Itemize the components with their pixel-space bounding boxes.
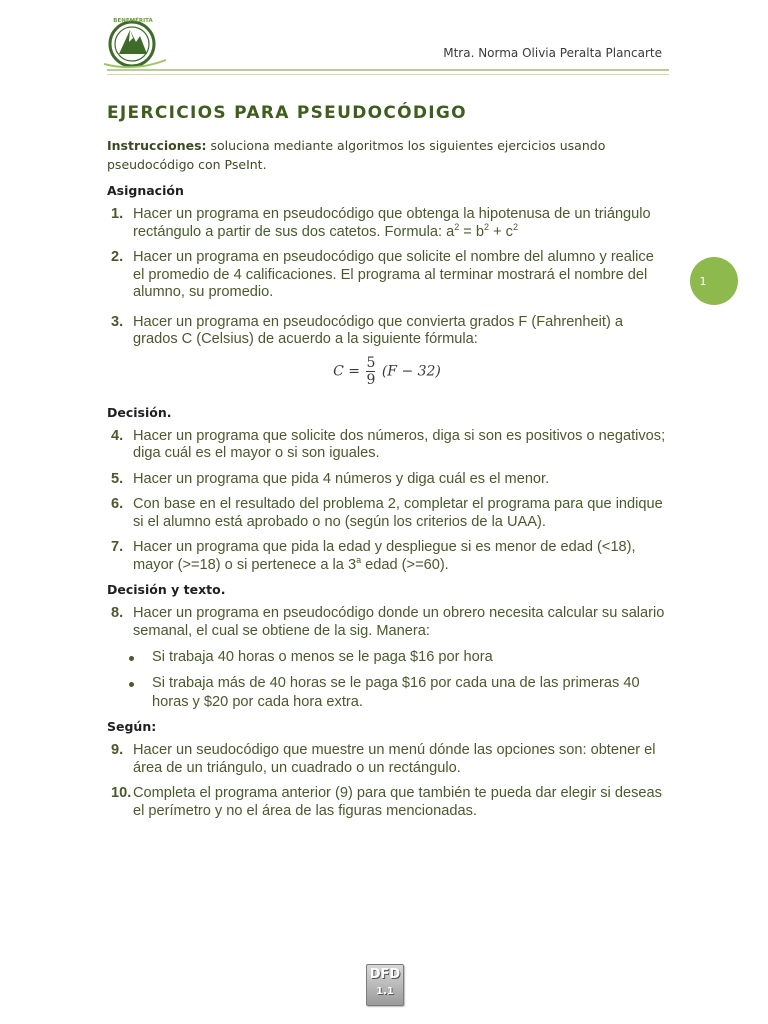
document-body bbox=[107, 103, 667, 828]
exercise-text: Hacer un programa en pseudocódigo que solicite el nombre del alumno y realice el promedio de 4 calificaciones. El programa al terminar mostrará el nombre del alumno, su promedio. bbox=[133, 249, 654, 300]
exercise-number: 2. bbox=[111, 249, 124, 265]
bullet-dot-icon bbox=[129, 656, 134, 661]
superscript: 2 bbox=[484, 221, 490, 232]
bullet-text: Si trabaja más de 40 horas se le paga $16 por cada una de las primeras 40 horas y $20 por cada hora extra. bbox=[152, 675, 640, 710]
bullet-item bbox=[107, 674, 667, 712]
exercise-number: 1. bbox=[111, 206, 124, 222]
dfd-logo-version: 1.1 bbox=[376, 986, 394, 997]
formula-rhs: (F − 32) bbox=[381, 363, 441, 379]
exercise-text: Hacer un programa en pseudocódigo que obtenga la hipotenusa de un triángulo rectángulo a partir de sus dos catetos. Formula: a bbox=[133, 206, 651, 240]
dfd-logo-title: DFD bbox=[369, 967, 401, 982]
bullet-dot-icon bbox=[129, 682, 134, 687]
exercise-text: Completa el programa anterior (9) para que también te pueda dar elegir si deseas el perímetro y no el área de las figuras mencionadas. bbox=[133, 785, 662, 819]
exercise-text: Hacer un programa en pseudocódigo donde un obrero necesita calcular su salario semanal, el cual se obtiene de la sig. Manera: bbox=[133, 605, 665, 639]
exercise-number: 6. bbox=[111, 496, 124, 512]
exercise-number: 4. bbox=[111, 427, 124, 444]
exercise-item bbox=[107, 314, 667, 349]
author-name: Mtra. Norma Olivia Peralta Plancarte bbox=[443, 46, 662, 60]
bullet-item bbox=[107, 648, 667, 667]
page-title: EJERCICIOS PARA PSEUDOCÓDIGO bbox=[107, 103, 467, 123]
exercise-text: Hacer un programa que solicite dos números, diga si son es positivos o negativos; diga cuál es el mayor o si son iguales. bbox=[133, 427, 666, 461]
exercise-item bbox=[107, 605, 667, 640]
instructions bbox=[107, 136, 667, 174]
bullet-text: Si trabaja 40 horas o menos se le paga $16 por hora bbox=[152, 649, 493, 665]
section-heading-decision-texto: Decisión y texto. bbox=[107, 582, 226, 597]
exercise-item bbox=[107, 471, 667, 489]
superscript: a bbox=[356, 554, 362, 565]
instructions-text: soluciona mediante algoritmos los siguientes ejercicios usando pseudocódigo con PseInt. bbox=[107, 138, 606, 172]
exercise-item bbox=[107, 742, 667, 777]
exercise-text: Hacer un programa que pida 4 números y diga cuál es el menor. bbox=[133, 470, 550, 487]
page-number-badge: 1 bbox=[690, 257, 738, 305]
dfd-logo bbox=[366, 964, 404, 1006]
exercise-item bbox=[107, 249, 667, 302]
exercise-number: 7. bbox=[111, 539, 124, 555]
header-divider bbox=[107, 69, 669, 71]
superscript: 2 bbox=[454, 221, 460, 232]
superscript: 2 bbox=[512, 221, 518, 232]
formula-denominator: 9 bbox=[366, 371, 376, 388]
exercise-text: Hacer un programa que pida la edad y despliegue si es menor de edad (<18), mayor (>=18) o si pertenece a la 3 bbox=[133, 539, 636, 573]
exercise-number: 3. bbox=[111, 313, 124, 330]
instructions-lead: Instrucciones: bbox=[107, 138, 207, 153]
celsius-formula bbox=[107, 355, 667, 395]
section-heading-decision: Decisión. bbox=[107, 404, 172, 420]
section-heading-asignacion: Asignación bbox=[107, 183, 184, 198]
university-seal-logo bbox=[100, 12, 170, 72]
exercise-text: Con base en el resultado del problema 2, completar el programa para que indique si el alumno está aprobado o no (según los criterios de la UAA). bbox=[133, 496, 663, 530]
exercise-text: edad (>=60). bbox=[361, 556, 449, 573]
exercise-text: Hacer un programa en pseudocódigo que convierta grados F (Fahrenheit) a grados C (Celsius) de acuerdo a la siguiente fórmula: bbox=[133, 313, 623, 347]
exercise-text: Hacer un seudocódigo que muestre un menú dónde las opciones son: obtener el área de un triángulo, un cuadrado o un rectángulo. bbox=[133, 742, 656, 776]
exercise-item bbox=[107, 539, 667, 574]
formula-lhs: C = bbox=[333, 363, 360, 379]
exercise-number: 10. bbox=[111, 785, 132, 801]
exercise-item bbox=[107, 496, 667, 531]
exercise-item bbox=[107, 785, 667, 820]
exercise-item bbox=[107, 206, 667, 241]
exercise-number: 5. bbox=[111, 470, 124, 487]
formula-fraction bbox=[366, 355, 375, 388]
section-heading-segun: Según: bbox=[107, 719, 157, 734]
header-divider-thin bbox=[107, 74, 669, 75]
exercise-text: + c bbox=[489, 223, 513, 240]
logo-text: BENEMÉRITA bbox=[113, 18, 153, 24]
exercise-text: = b bbox=[459, 223, 484, 240]
exercise-number: 9. bbox=[111, 742, 124, 758]
exercise-number: 8. bbox=[111, 605, 124, 621]
exercise-item bbox=[107, 428, 667, 463]
formula-numerator: 5 bbox=[366, 354, 376, 371]
